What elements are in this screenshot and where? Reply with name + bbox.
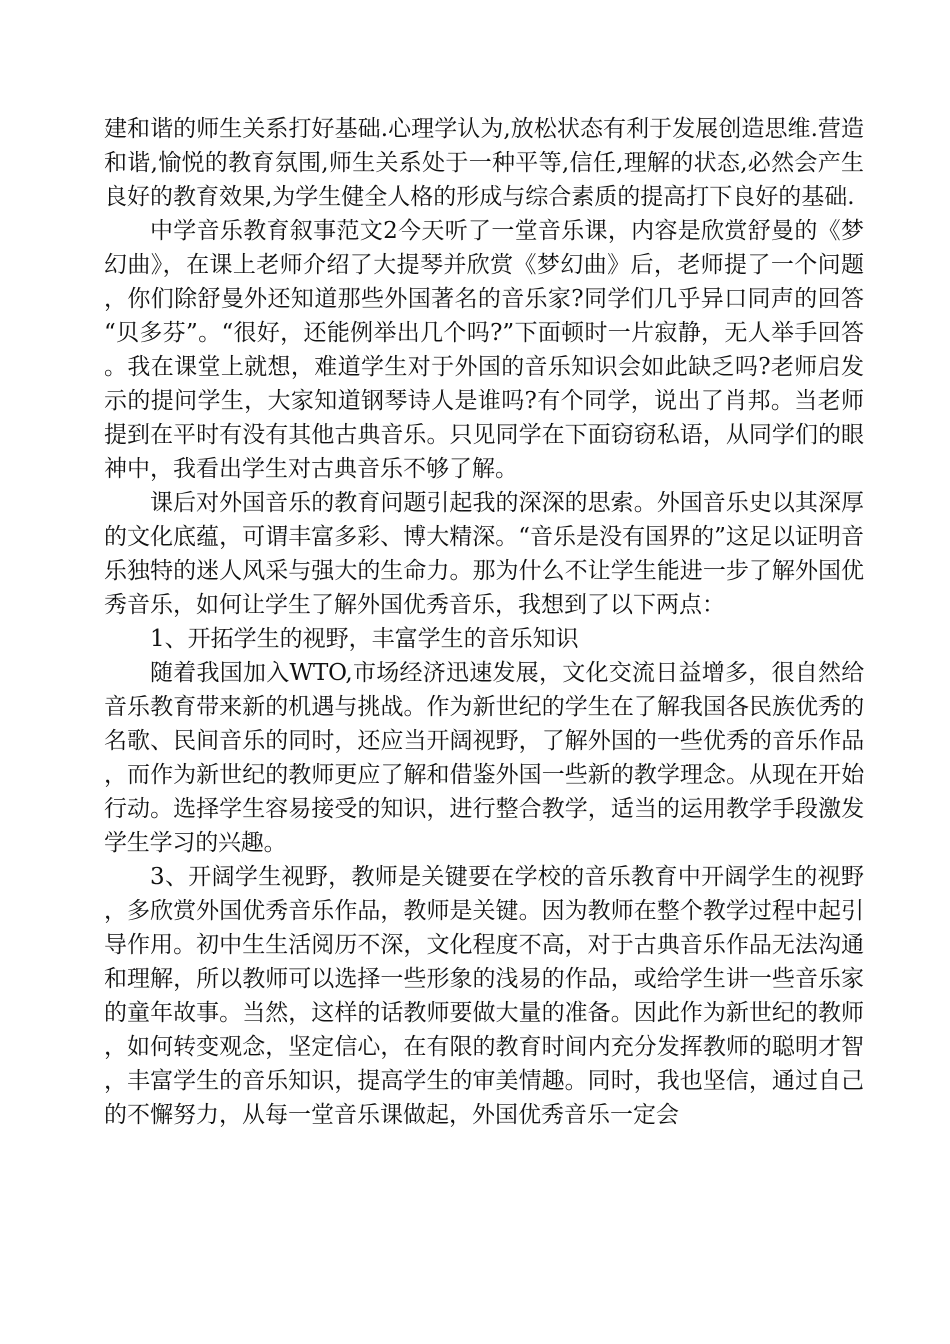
paragraph-3: 课后对外国音乐的教育问题引起我的深深的思索。外国音乐史以其深厚的文化底蕴，可谓丰富多彩、博大精深。“音乐是没有国界的”这足以证明音乐独特的迷人风采与强大的生命力。那为什么不让学生能进一步了解外国优秀音乐，如何让学生了解外国优秀音乐，我想到了以下两点： — [104, 490, 864, 618]
paragraph-4: 随着我国加入WTO,市场经济迅速发展，文化交流日益增多，很自然给音乐教育带来新的机遇与挑战。作为新世纪的学生在了解我国各民族优秀的名歌、民间音乐的同时，还应当开阔视野，了解外国的一些优秀的音乐作品，而作为新世纪的教师更应了解和借鉴外国一些新的教学理念。从现在开始行动。选择学生容易接受的知识，进行整合教学，适当的运用教学手段激发学生学习的兴趣。 — [104, 660, 864, 856]
document-page — [104, 112, 864, 1132]
paragraph-2: 中学音乐教育叙事范文2今天听了一堂音乐课，内容是欣赏舒曼的《梦幻曲》，在课上老师介绍了大提琴并欣赏《梦幻曲》后，老师提了一个问题，你们除舒曼外还知道那些外国著名的音乐家?同学们几乎异口同声的回答“贝多芬”。“很好，还能例举出几个吗?”下面顿时一片寂静，无人举手回答。我在课堂上就想，难道学生对于外国的音乐知识会如此缺乏吗?老师启发示的提问学生，大家知道钢琴诗人是谁吗?有个同学，说出了肖邦。当老师提到在平时有没有其他古典音乐。只见同学在下面窃窃私语，从同学们的眼神中，我看出学生对古典音乐不够了解。 — [104, 218, 864, 482]
paragraph-1: 建和谐的师生关系打好基础.心理学认为,放松状态有利于发展创造思维.营造和谐,愉悦的教育氛围,师生关系处于一种平等,信任,理解的状态,必然会产生良好的教育效果,为学生健全人格的形成与综合素质的提高打下良好的基础. — [104, 116, 864, 210]
paragraph-5: 3、开阔学生视野，教师是关键要在学校的音乐教育中开阔学生的视野，多欣赏外国优秀音乐作品，教师是关键。因为教师在整个教学过程中起引导作用。初中生生活阅历不深，文化程度不高，对于古典音乐作品无法沟通和理解，所以教师可以选择一些形象的浅易的作品，或给学生讲一些音乐家的童年故事。当然，这样的话教师要做大量的准备。因此作为新世纪的教师，如何转变观念，坚定信心，在有限的教育时间内充分发挥教师的聪明才智，丰富学生的音乐知识，提高学生的审美情趣。同时，我也坚信，通过自己的不懈努力，从每一堂音乐课做起，外国优秀音乐一定会 — [104, 864, 864, 1128]
section-heading-1: 1、开拓学生的视野，丰富学生的音乐知识 — [150, 626, 579, 652]
